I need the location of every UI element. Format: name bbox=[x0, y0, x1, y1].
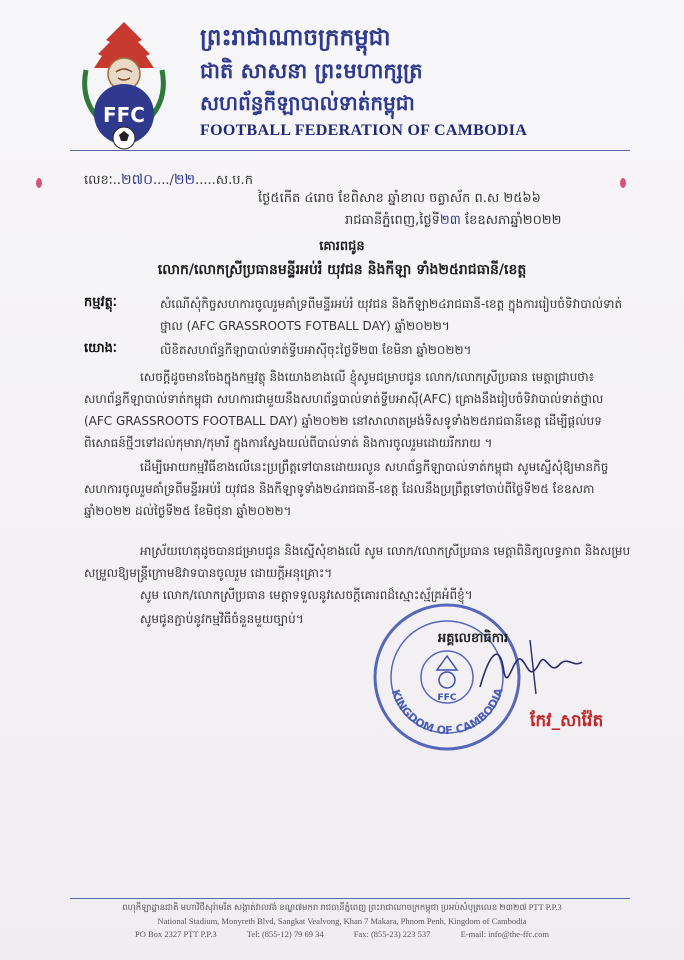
header-federation-english: FOOTBALL FEDERATION OF CAMBODIA bbox=[200, 122, 528, 139]
paragraph-3: អាស្រ័យហេតុដូចបានជម្រាបជូន និងស្នើសុំខាងលើ សូម លោក/លោកស្រីប្រធាន មេត្តាពិនិត្យលទ្ធភាព និងសម្របសម្រួលឱ្យមន្ត្រីក្រោមឱវាទបានចូលរួម ដោយក្តីអនុគ្រោះ។ bbox=[84, 544, 631, 580]
solar-date-day: ២៣ bbox=[439, 213, 461, 228]
stamp-inner-text: FFC bbox=[437, 693, 457, 703]
ffc-logo bbox=[76, 18, 172, 150]
recipient-name: លោក/លោកស្រីប្រធានមន្ទីរអប់រំ យុវជន និងកីឡា ទាំង២៥រាជធានី/ខេត្ត bbox=[157, 262, 527, 278]
solar-date-rest: ខែឧសភាឆ្នាំ២០២២ bbox=[465, 213, 562, 228]
ref-year: ២២ bbox=[173, 172, 196, 188]
paragraph-2: ដើម្បីអោយកម្មវិធីខាងលើនេះប្រព្រឹត្តទៅបានដោយរលូន សហព័ន្ធកីឡាបាល់ទាត់កម្ពុជា សូមស្នើសុំឱ្យមានកិច្ចសហការចូលរួមគាំទ្រពីមន្ទីរអប់រំ យុវជន និងកីឡាទូទាំង២៤រាជធានី-ខេត្ត ដែលនឹងប្រព្រឹត្តទៅចាប់ពីថ្ងៃទី២៥ ខែឧសភា ឆ្នាំ២០២២ ដល់ថ្ងៃទី២៥ ខែមិថុនា ឆ្នាំ២០២២។ bbox=[84, 460, 609, 518]
ref-number: ២៧០ bbox=[121, 172, 153, 188]
solar-date-prefix: រាជធានីភ្នំពេញ,ថ្ងៃទី bbox=[345, 213, 440, 228]
paragraph-1: សេចក្តីដូចមានចែងក្នុងកម្មវត្ថុ និងយោងខាងលើ ខ្ញុំសូមជម្រាបជូន លោក/លោកស្រីប្រធាន មេត្តាជ្រាបថា៖ សហព័ន្ធកីឡាបាល់ទាត់កម្ពុជា សហការជាមួយនឹងសហព័ន្ធបាល់ទាត់ទ្វីបអាស៊ី(AFC) គ្រោងនឹងរៀបចំទិវាបាល់ទាត់ថ្នាល (AFC GRASSROOTS FOOTBALL DAY) ឆ្នាំ២០២២ នៅសាលាតម្រង់ទិសទូទាំង២៥រាជធានីខេត្ត ដើម្បីផ្តល់បទពិសោធន៍ថ្មីៗទៅដល់កុមារា/កុមារី ក្នុងការស្វែងយល់ពីបាល់ទាត់ និងការចូលរួមដោយរីករាយ ។ bbox=[84, 370, 604, 450]
subject-label: កម្មវត្ថុៈ bbox=[84, 295, 117, 310]
solar-date bbox=[345, 212, 561, 231]
decorative-dot bbox=[620, 178, 626, 188]
signatory-title: អគ្គលេខាធិការ bbox=[438, 631, 509, 646]
decorative-dot bbox=[36, 178, 42, 188]
ref-suffix: ស.ប.ក bbox=[215, 173, 253, 188]
footer-email[interactable]: E-mail: info@the-ffc.com bbox=[460, 929, 549, 939]
paragraph-4: សូម លោក/លោកស្រីប្រធាន មេត្តាទទួលនូវសេចក្តីគោរពដ៏ស្មោះស្ម័គ្រអំពីខ្ញុំ។ bbox=[140, 588, 473, 602]
subject-line-1: សំណើសុំកិច្ចសហការចូលរួមគាំទ្រពីមន្ទីរអប់រំ យុវជន និងកីឡា២៤រាជធានី-ខេត្ត ក្នុងការរៀបចំទិវាបាល់ទាត់ bbox=[160, 297, 623, 311]
signatory-name: កែវ_សាវ៉ែត bbox=[530, 711, 604, 731]
footer-divider bbox=[70, 898, 630, 899]
header-federation-khmer: សហព័ន្ធកីឡាបាល់ទាត់កម្ពុជា bbox=[200, 91, 415, 115]
reference-text: លិខិតសហព័ន្ធកីឡាបាល់ទាត់ទ្វីបអាស៊ីចុះថ្ងៃទី២៣ ខែមិនា ឆ្នាំ២០២២។ bbox=[160, 343, 472, 357]
footer-address-khmer: ពហុកីឡាដ្ឋានជាតិ មហាវិថីសុរ៉ាមរិត សង្កាត់វាលវង់ ខណ្ឌ៧មករា រាជធានីភ្នំពេញ ព្រះរាជាណាចក្រកម្ពុជា ប្រអប់សំបុត្រលេខ ២៣២៧ PTT P.P.3 bbox=[122, 902, 562, 912]
header-kingdom: ព្រះរាជាណាចក្រកម្ពុជា bbox=[200, 25, 391, 51]
footer-po-box: PO Box 2327 PTT P.P.3 bbox=[135, 929, 217, 939]
logo-text: FFC bbox=[102, 103, 146, 127]
header-motto: ជាតិ សាសនា ព្រះមហាក្សត្រ bbox=[200, 59, 423, 83]
ref-prefix: លេខៈ bbox=[84, 173, 113, 188]
footer-address-english: National Stadium, Monyreth Blvd, Sangkat Vealvong, Khan 7 Makara, Phnom Penh, Kingdom of Cambodia bbox=[157, 916, 527, 926]
paragraph-5: សូមជូនភ្ជាប់នូវកម្មវិធីចំនួនមួយច្បាប់។ bbox=[140, 612, 304, 626]
reference-number: លេខៈ..២៧០..../២២.....ស.ប.ក bbox=[84, 172, 253, 188]
header-divider bbox=[70, 150, 630, 151]
reference-label: យោងៈ bbox=[84, 341, 117, 356]
handwritten-signature bbox=[470, 632, 590, 702]
stamp-arc-text: KINGDOM OF CAMBODIA bbox=[388, 686, 506, 738]
subject-line-2: ថ្នាល (AFC GRASSROOTS FOTBALL DAY) ឆ្នាំ២០២២។ bbox=[160, 319, 450, 333]
footer-contacts bbox=[0, 929, 684, 939]
recipient-greeting: គោរពជូន bbox=[319, 239, 365, 254]
footer-fax: Fax: (855-23) 223 537 bbox=[353, 929, 431, 939]
lunar-date: ថ្ងៃ៥កើត ៤រោច ខែពិសាខ ឆ្នាំខាល ចត្វាស័ក ព.ស ២៥៦៦ bbox=[258, 191, 541, 206]
footer-tel: Tel: (855-12) 79 69 34 bbox=[246, 929, 324, 939]
